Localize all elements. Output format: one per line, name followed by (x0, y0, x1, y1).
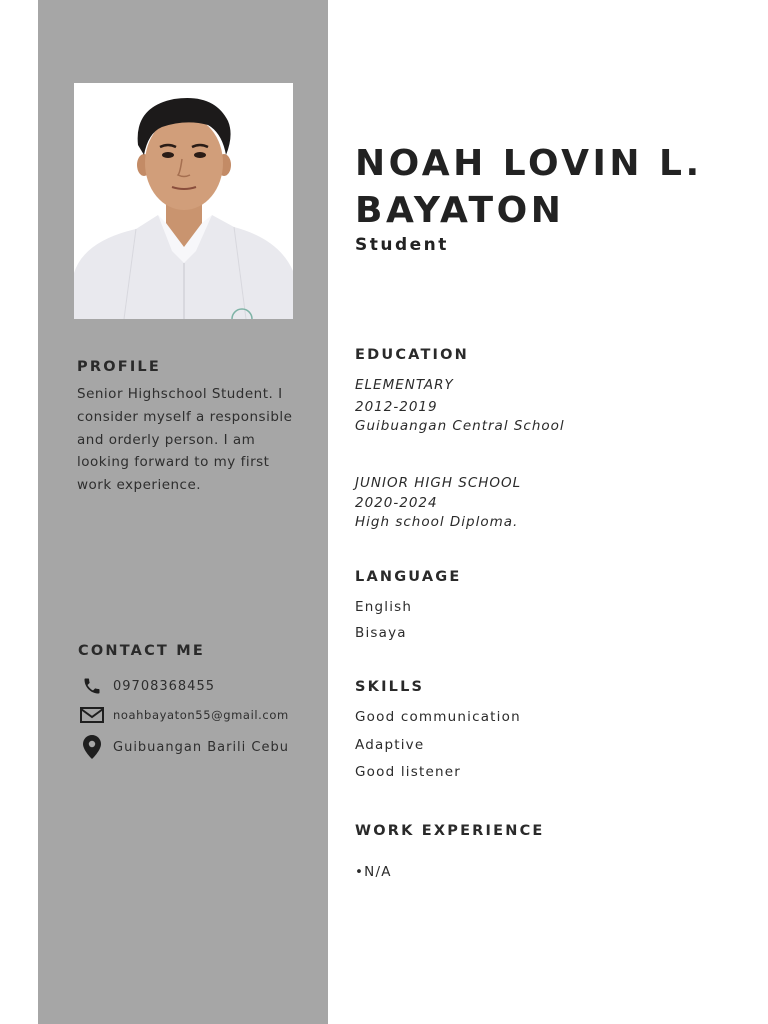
profile-heading: PROFILE (77, 359, 161, 375)
name-line-1: NOAH LOVIN L. (355, 143, 703, 184)
phone-icon (80, 674, 104, 698)
mail-icon (80, 703, 104, 727)
skill-item: Adaptive (355, 737, 425, 753)
profile-text: Senior Highschool Student. I consider myself a responsible and orderly person. I am looking forward to my first work experience. (77, 386, 293, 494)
location-pin-icon (80, 735, 104, 759)
skills-heading: SKILLS (355, 679, 425, 695)
education-level: JUNIOR HIGH SCHOOL (355, 475, 522, 491)
language-item: Bisaya (355, 625, 407, 641)
education-school: High school Diploma. (355, 514, 519, 530)
name-line-2: BAYATON (355, 190, 565, 231)
contact-email-row (80, 703, 289, 727)
work-experience-heading: WORK EXPERIENCE (355, 823, 545, 839)
education-years: 2020-2024 (355, 495, 438, 511)
contact-heading: CONTACT ME (78, 643, 206, 659)
education-school: Guibuangan Central School (355, 418, 565, 434)
work-experience-item: •N/A (355, 864, 392, 880)
contact-address-row (80, 735, 289, 759)
education-heading: EDUCATION (355, 347, 470, 363)
job-title: Student (355, 235, 449, 255)
contact-email: noahbayaton55@gmail.com (113, 708, 289, 722)
education-years: 2012-2019 (355, 399, 438, 415)
language-heading: LANGUAGE (355, 569, 462, 585)
profile-photo (74, 83, 293, 319)
contact-address: Guibuangan Barili Cebu (113, 739, 289, 755)
contact-phone: 09708368455 (113, 678, 215, 694)
education-level: ELEMENTARY (355, 377, 454, 393)
contact-phone-row (80, 674, 215, 698)
full-name (355, 140, 703, 234)
skill-item: Good listener (355, 764, 461, 780)
language-item: English (355, 599, 413, 615)
skill-item: Good communication (355, 709, 521, 725)
